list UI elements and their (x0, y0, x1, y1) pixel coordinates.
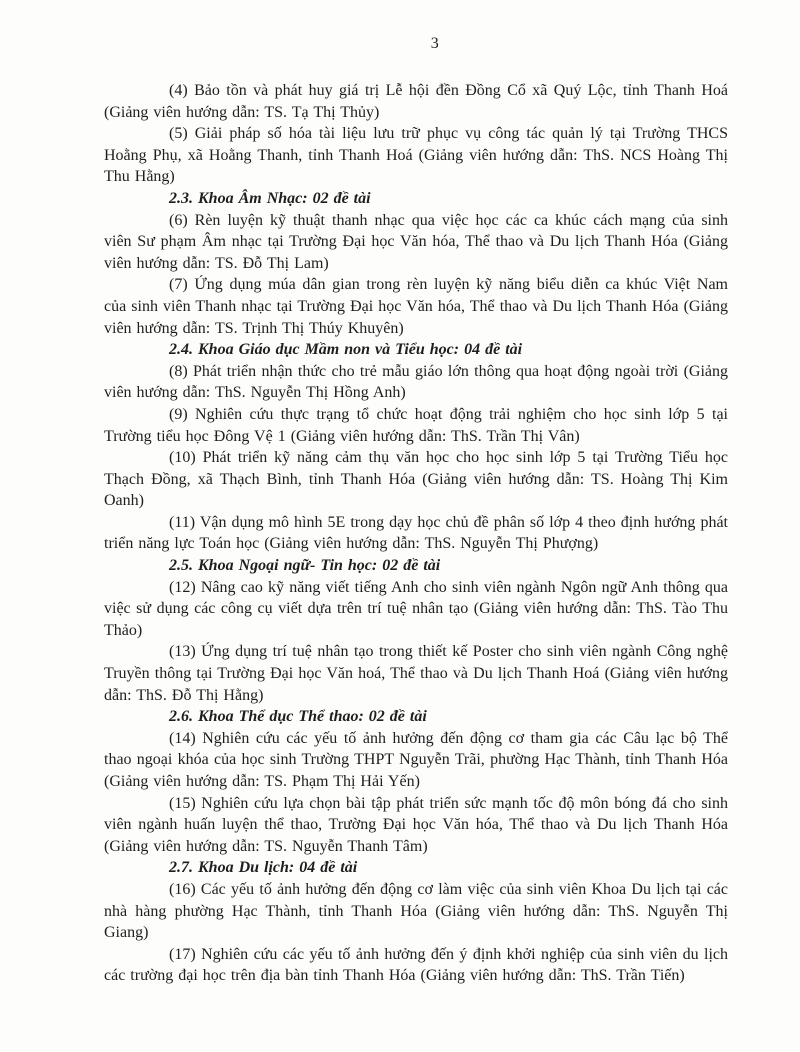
section-heading: 2.6. Khoa Thể dục Thể thao: 02 đề tài (169, 708, 427, 726)
topic-paragraph: (7) Ứng dụng múa dân gian trong rèn luyện kỹ năng biểu diễn ca khúc Việt Nam của sinh viên Thanh nhạc tại Trường Đại học Văn hóa, Thể thao và Du lịch Thanh Hóa (Giảng viên hướng dẫn: TS. Trịnh Thị Thúy Khuyên) (104, 276, 728, 337)
topic-paragraph: (17) Nghiên cứu các yếu tố ảnh hưởng đến ý định khởi nghiệp của sinh viên du lịch các trường đại học trên địa bàn tỉnh Thanh Hóa (Giảng viên hướng dẫn: ThS. Trần Tiến) (104, 945, 728, 985)
topic-paragraph: (6) Rèn luyện kỹ thuật thanh nhạc qua việc học các ca khúc cách mạng của sinh viên Sư phạm Âm nhạc tại Trường Đại học Văn hóa, Thể thao và Du lịch Thanh Hóa (Giảng viên hướng dẫn: TS. Đỗ Thị Lam) (104, 211, 728, 272)
topic-paragraph: (11) Vận dụng mô hình 5E trong dạy học chủ đề phân số lớp 4 theo định hướng phát triển năng lực Toán học (Giảng viên hướng dẫn: ThS. Nguyễn Thị Phượng) (104, 513, 728, 553)
topic-paragraph: (5) Giải pháp số hóa tài liệu lưu trữ phục vụ công tác quản lý tại Trường THCS Hoằng Phụ, xã Hoằng Thanh, tỉnh Thanh Hoá (Giảng viên hướng dẫn: ThS. NCS Hoàng Thị Thu Hằng) (104, 125, 728, 186)
topic-paragraph: (15) Nghiên cứu lựa chọn bài tập phát triển sức mạnh tốc độ môn bóng đá cho sinh viên ngành huấn luyện thể thao, Trường Đại học Văn hóa, Thể thao và Du lịch Thanh Hóa (Giảng viên hướng dẫn: TS. Nguyễn Thanh Tâm) (104, 794, 728, 855)
topic-paragraph: (4) Bảo tồn và phát huy giá trị Lễ hội đền Đồng Cổ xã Quý Lộc, tỉnh Thanh Hoá (Giảng viên hướng dẫn: TS. Tạ Thị Thủy) (104, 82, 728, 121)
topic-paragraph: (13) Ứng dụng trí tuệ nhân tạo trong thiết kế Poster cho sinh viên ngành Công nghệ Truyền thông tại Trường Đại học Văn hoá, Thể thao và Du lịch Thanh Hoá (Giảng viên hướng dẫn: ThS. Đỗ Thị Hằng) (104, 643, 728, 704)
topic-paragraph: (9) Nghiên cứu thực trạng tổ chức hoạt động trải nghiệm cho học sinh lớp 5 tại Trường tiểu học Đông Vệ 1 (Giảng viên hướng dẫn: ThS. Trần Thị Vân) (104, 405, 728, 445)
section-heading: 2.3. Khoa Âm Nhạc: 02 đề tài (169, 189, 371, 207)
section-heading: 2.4. Khoa Giáo dục Mầm non và Tiểu học: 04 đề tài (169, 341, 523, 359)
document-body (104, 80, 728, 987)
topic-paragraph: (16) Các yếu tố ảnh hưởng đến động cơ làm việc của sinh viên Khoa Du lịch tại các nhà hàng phường Hạc Thành, tỉnh Thanh Hóa (Giảng viên hướng dẫn: ThS. Nguyễn Thị Giang) (104, 880, 728, 942)
topic-paragraph: (8) Phát triển nhận thức cho trẻ mẫu giáo lớn thông qua hoạt động ngoài trời (Giảng viên hướng dẫn: ThS. Nguyễn Thị Hồng Anh) (104, 362, 728, 402)
section-heading: 2.5. Khoa Ngoại ngữ- Tin học: 02 đề tài (169, 557, 441, 575)
topic-paragraph: (10) Phát triển kỹ năng cảm thụ văn học cho học sinh lớp 5 tại Trường Tiểu học Thạch Đồng, xã Thạch Bình, tỉnh Thanh Hóa (Giảng viên hướng dẫn: TS. Hoàng Thị Kim Oanh) (104, 449, 728, 510)
section-heading: 2.7. Khoa Du lịch: 04 đề tài (169, 859, 358, 877)
page-number: 3 (430, 35, 440, 52)
topic-paragraph: (12) Nâng cao kỹ năng viết tiếng Anh cho sinh viên ngành Ngôn ngữ Anh thông qua việc sử dụng các công cụ viết dựa trên trí tuệ nhân tạo (Giảng viên hướng dẫn: ThS. Tào Thu Thảo) (104, 578, 728, 639)
topic-paragraph: (14) Nghiên cứu các yếu tố ảnh hưởng đến động cơ tham gia các Câu lạc bộ Thể thao ngoại khóa của học sinh Trường THPT Nguyễn Trãi, phường Hạc Thành, tỉnh Thanh Hóa (Giảng viên hướng dẫn: TS. Phạm Thị Hải Yến) (104, 729, 728, 790)
